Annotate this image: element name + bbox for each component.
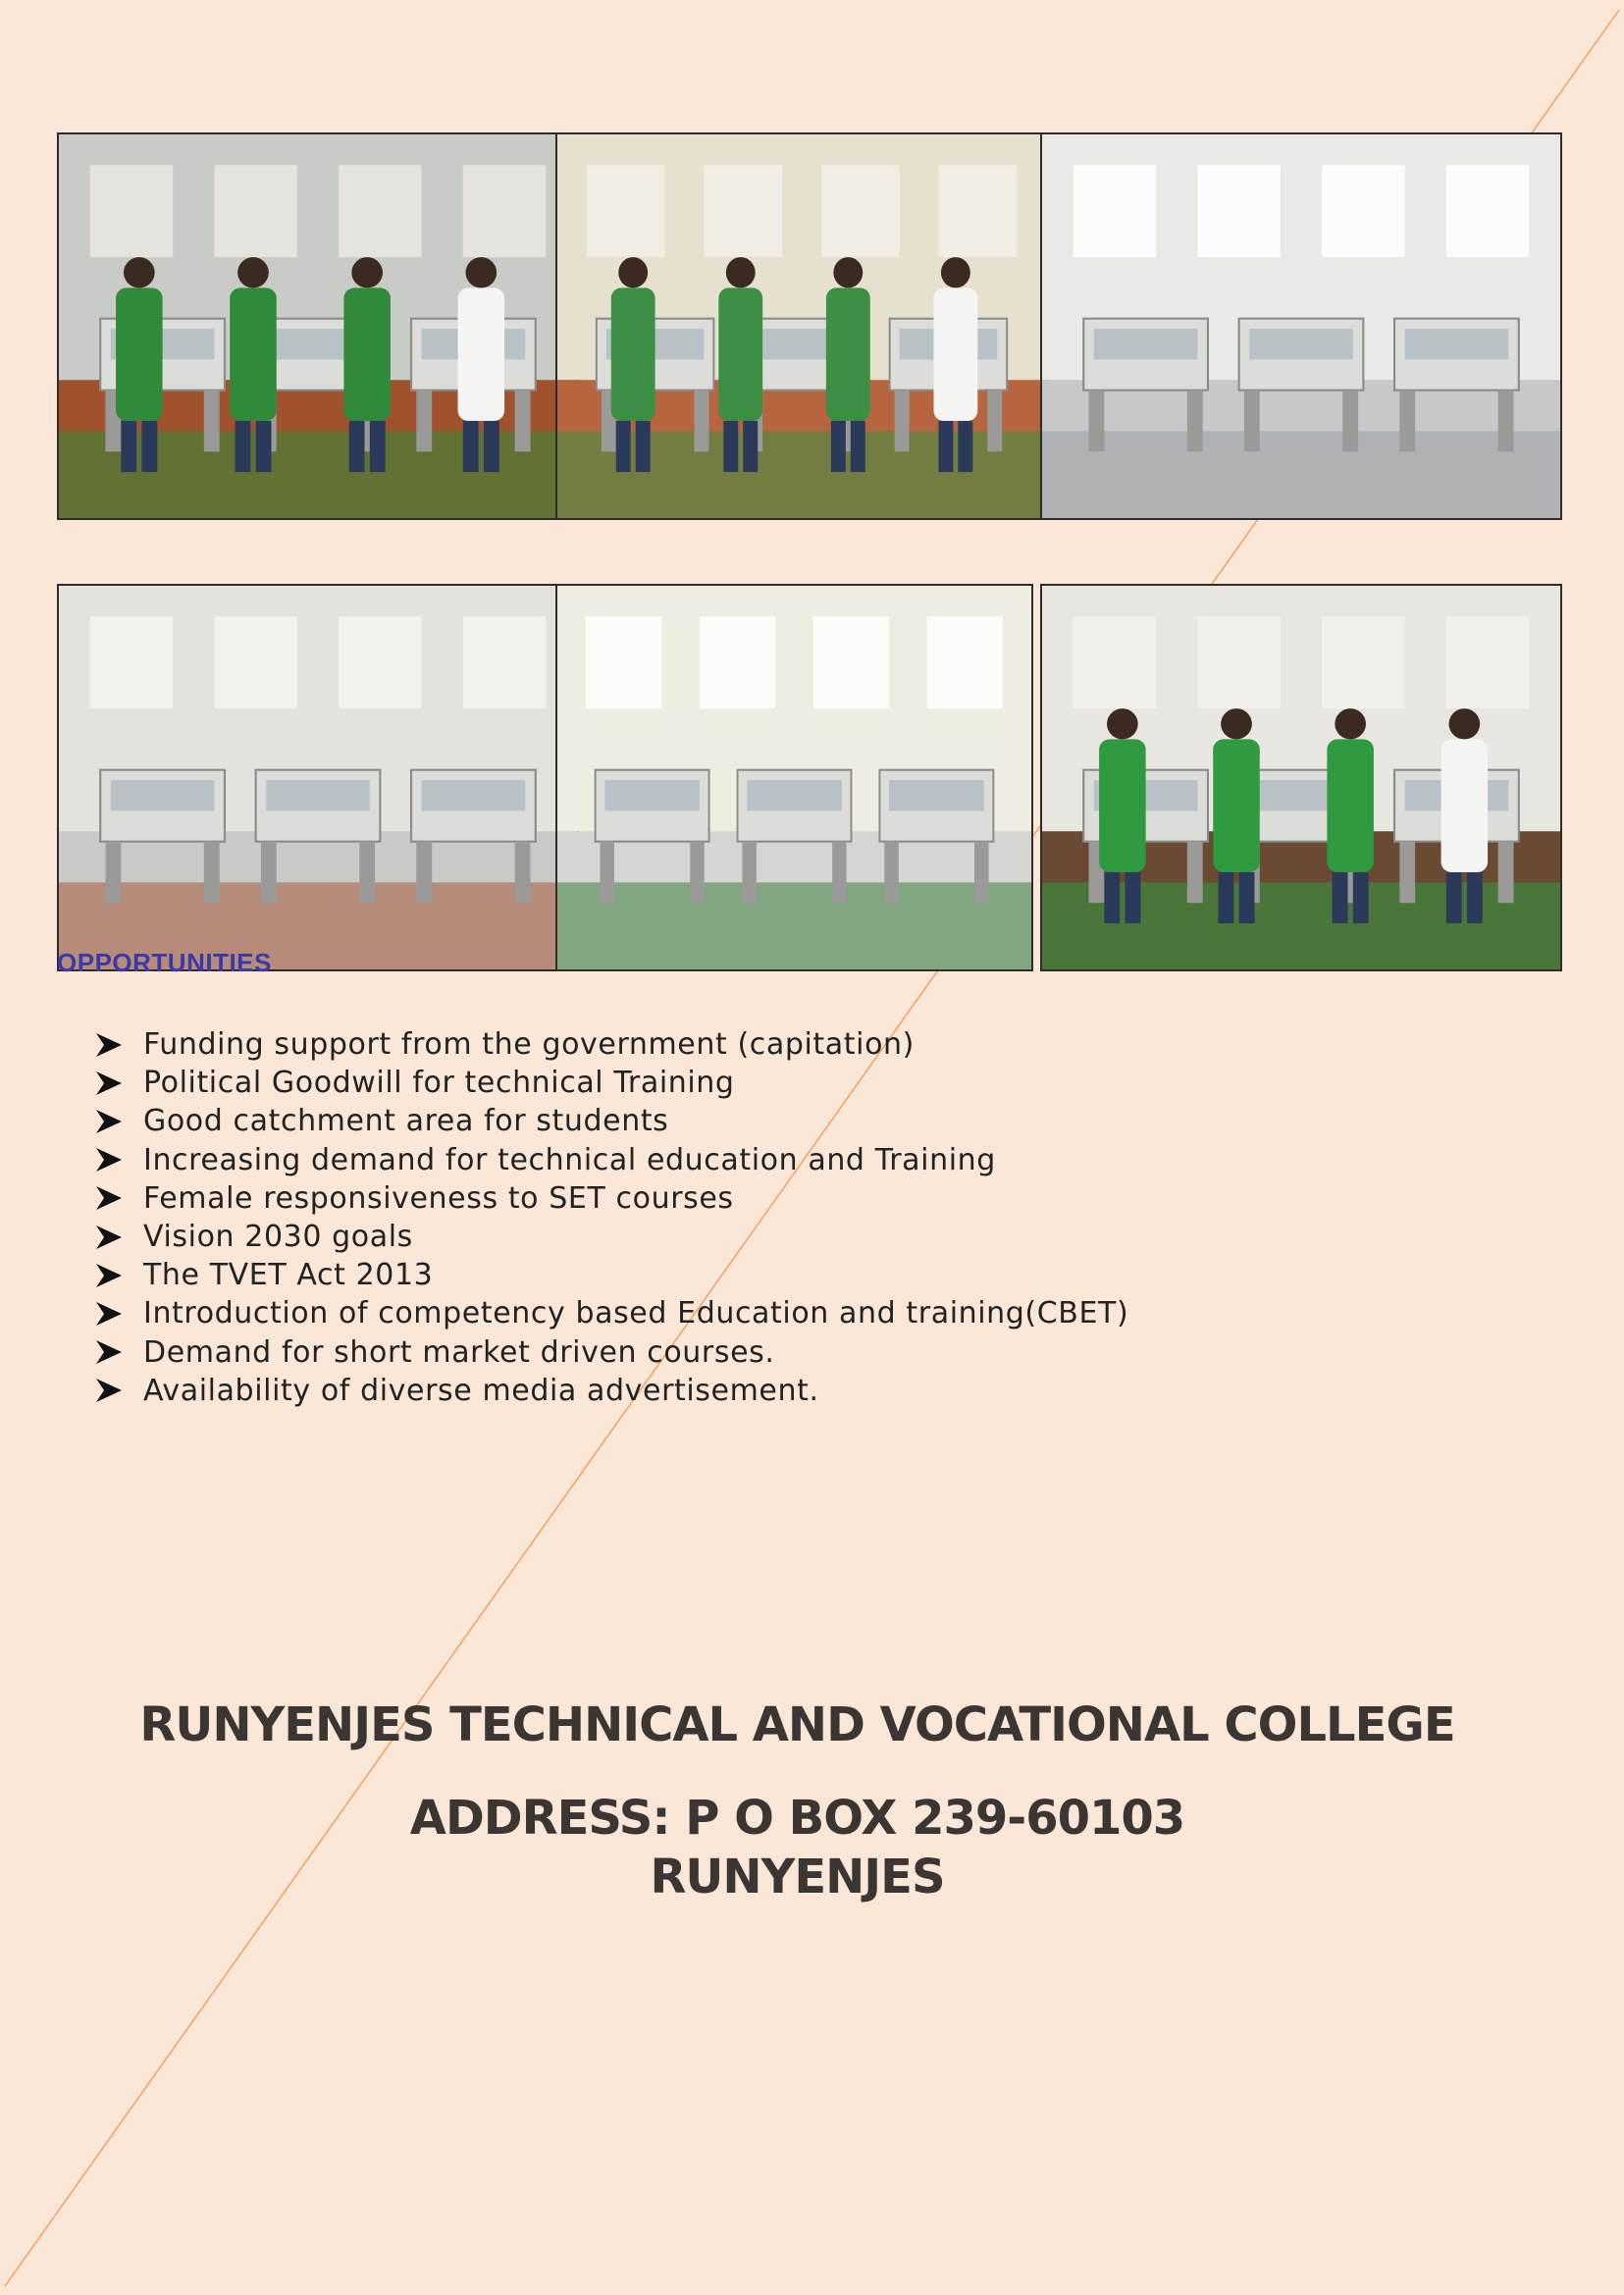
list-item-text: Female responsiveness to SET courses (143, 1180, 734, 1216)
list-item (94, 1064, 1128, 1102)
arrow-bullet-icon (94, 1224, 124, 1251)
list-item-text: Political Goodwill for technical Training (143, 1066, 735, 1101)
arrow-bullet-icon (94, 1262, 124, 1289)
arrow-bullet-icon (94, 1377, 124, 1404)
list-item (94, 1333, 1128, 1372)
photo-scene (1042, 134, 1560, 518)
list-item-text: Increasing demand for technical education and Training (143, 1142, 996, 1177)
arrow-bullet-icon (94, 1184, 124, 1212)
list-item-text: The TVET Act 2013 (143, 1258, 434, 1293)
list-item-text: Demand for short market driven courses. (143, 1334, 775, 1370)
opportunities-heading: OPPORTUNITIES (57, 948, 272, 977)
photo-scene (557, 134, 1046, 518)
photo-scene (59, 586, 577, 969)
list-item-text: Good catchment area for students (143, 1104, 669, 1139)
list-item-text: Funding support from the government (capitation) (143, 1027, 915, 1063)
arrow-bullet-icon (94, 1031, 124, 1059)
arrow-bullet-icon (94, 1338, 124, 1366)
list-item (94, 1102, 1128, 1140)
lab-photo-5 (555, 584, 1033, 971)
list-item (94, 1256, 1128, 1294)
photo-scene (59, 134, 577, 518)
lab-photo-2 (555, 132, 1048, 520)
list-item (94, 1372, 1128, 1410)
address-line-1: ADDRESS: P O BOX 239-60103 (409, 1791, 1185, 1846)
list-item-text: Introduction of competency based Education and training(CBET) (143, 1296, 1129, 1331)
list-item (94, 1294, 1128, 1332)
photo-scene (1042, 586, 1560, 969)
arrow-bullet-icon (94, 1300, 124, 1328)
lab-photo-6 (1040, 584, 1562, 971)
arrow-bullet-icon (94, 1069, 124, 1097)
opportunities-list (94, 1025, 1128, 1410)
list-item-text: Availability of diverse media advertisement. (143, 1373, 819, 1408)
address-line-2: RUNYENJES (650, 1850, 945, 1904)
list-item (94, 1025, 1128, 1064)
list-item-text: Vision 2030 goals (143, 1220, 413, 1255)
lab-photo-3 (1040, 132, 1562, 520)
list-item (94, 1141, 1128, 1179)
arrow-bullet-icon (94, 1108, 124, 1135)
lab-photo-4 (57, 584, 579, 971)
lab-photo-1 (57, 132, 579, 520)
arrow-bullet-icon (94, 1146, 124, 1174)
photo-scene (557, 586, 1031, 969)
list-item (94, 1218, 1128, 1256)
college-name: RUNYENJES TECHNICAL AND VOCATIONAL COLLEGE (139, 1697, 1455, 1752)
list-item (94, 1179, 1128, 1218)
